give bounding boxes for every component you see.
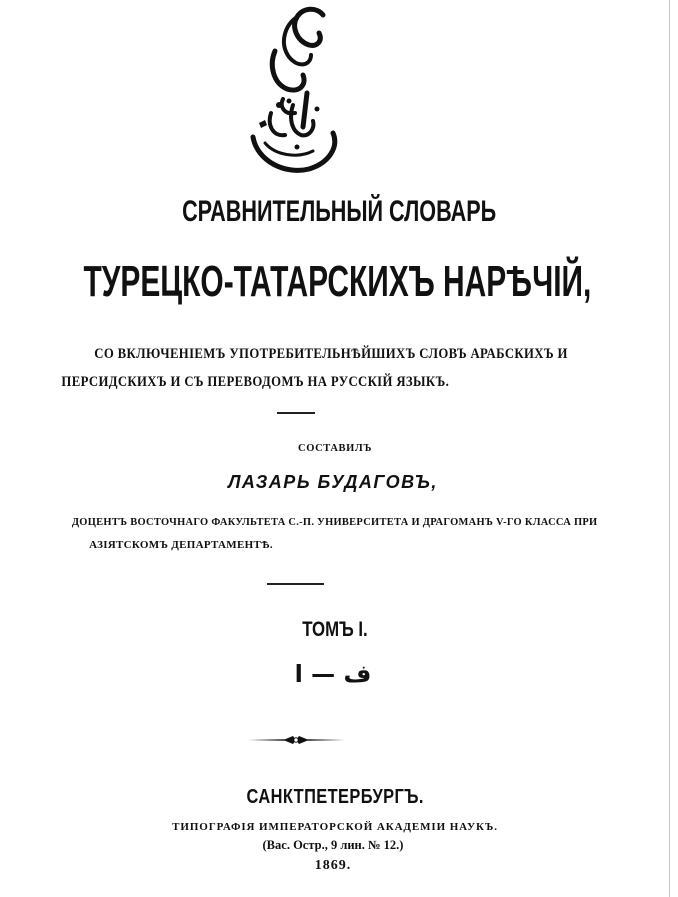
- volume-label: ТОМЪ I.: [302, 618, 368, 641]
- imprint-year: 1869.: [314, 858, 352, 873]
- calligraphy-emblem: [245, 5, 350, 180]
- letter-range: ف — ا: [294, 660, 372, 688]
- imprint-address: (Вас. Остр., 9 лин. № 12.): [262, 838, 404, 852]
- divider-rule: [277, 412, 315, 414]
- imprint-city: САНКТПЕТЕРБУРГЪ.: [246, 786, 424, 808]
- compiled-by-label: СОСТАВИЛЪ: [298, 443, 372, 454]
- imprint-press: ТИПОГРАФІЯ ИМПЕРАТОРСКОЙ АКАДЕМІИ НАУКЪ.: [172, 821, 498, 833]
- author-position-line-1: ДОЦЕНТЪ ВОСТОЧНАГО ФАКУЛЬТЕТА С.-П. УНИВЕРСИТЕТА И ДРАГОМАНЪ V-ГО КЛАССА ПРИ: [72, 516, 598, 528]
- author-name: ЛАЗАРЬ БУДАГОВЪ,: [228, 472, 438, 492]
- title-line-1: СРАВНИТЕЛЬНЫЙ СЛОВАРЬ: [181, 195, 497, 228]
- author-position-line-2: АЗІЯТСКОМЪ ДЕПАРТАМЕНТѢ.: [89, 539, 273, 551]
- divider-rule: [267, 583, 324, 585]
- ornamental-rule: [245, 733, 347, 747]
- subtitle-line-2: ПЕРСИДСКИХЪ И СЪ ПЕРЕВОДОМЪ НА РУССКІЙ ЯЗЫКЪ.: [61, 374, 449, 390]
- title-line-2: ТУРЕЦКО-ТАТАРСКИХЪ НАРѢЧІЙ,: [83, 257, 592, 306]
- subtitle-line-1: СО ВКЛЮЧЕНІЕМЪ УПОТРЕБИТЕЛЬНѢЙШИХЪ СЛОВЪ АРАБСКИХЪ И: [94, 346, 568, 362]
